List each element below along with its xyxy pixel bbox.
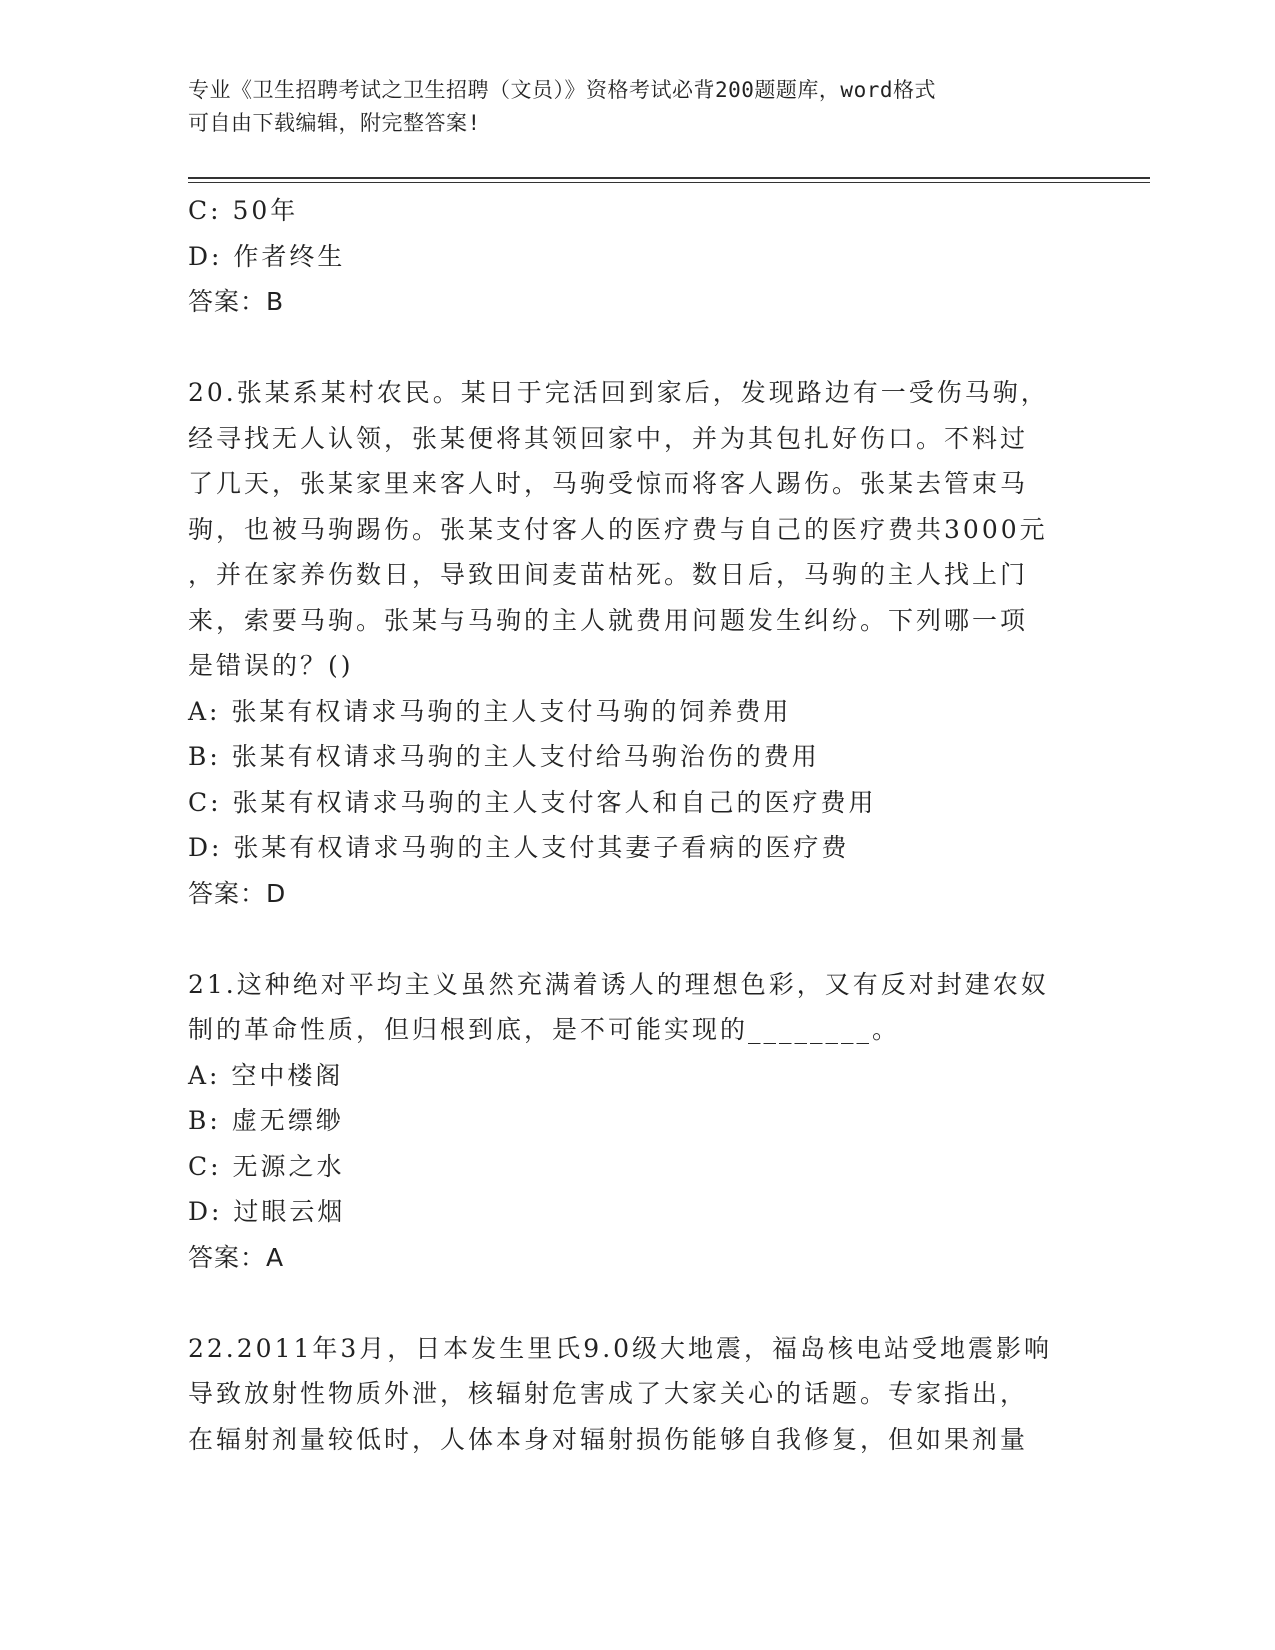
option-c: C: 无源之水 [188,1151,345,1181]
answer-line: 答案：D [188,878,287,908]
question-stem-line: 驹，也被马驹踢伤。张某支付客人的医疗费与自己的医疗费共3000元 [188,514,1048,544]
question-stem-line: 20.张某系某村农民。某日于完活回到家后，发现路边有一受伤马驹， [188,378,1049,407]
document-header [188,74,1088,140]
header-divider-thick [188,177,1150,179]
document-body [188,188,1088,1462]
option-d: D: 张某有权请求马驹的主人支付其妻子看病的医疗费 [188,833,850,862]
question-20 [188,370,1088,916]
answer-line: 答案：B [188,287,285,316]
question-stem-line: 在辐射剂量较低时，人体本身对辐射损伤能够自我修复，但如果剂量 [188,1424,1029,1454]
header-title-line-1: 专业《卫生招聘考试之卫生招聘（文员）》资格考试必背200题题库，word格式 [188,78,936,102]
option-d: D: 过眼云烟 [188,1197,346,1226]
question-stem-line: 22.2011年3月，日本发生里氏9.0级大地震，福岛核电站受地震影响 [188,1333,1053,1363]
option-d: D: 作者终生 [188,241,346,271]
answer-line: 答案：A [188,1242,285,1272]
question-stem-line: 经寻找无人认领，张某便将其领回家中，并为其包扎好伤口。不料过 [188,423,1029,453]
option-c: C: 50年 [188,196,299,225]
option-b: B: 虚无缥缈 [188,1106,344,1135]
option-c: C: 张某有权请求马驹的主人支付客人和自己的医疗费用 [188,787,877,817]
question-22 [188,1326,1088,1463]
question-stem-line: 导致放射性物质外泄，核辐射危害成了大家关心的话题。专家指出， [188,1379,1029,1408]
question-19-tail [188,188,1088,325]
question-stem-line: 了几天，张某家里来客人时，马驹受惊而将客人踢伤。张某去管束马 [188,469,1029,498]
question-stem-line: 制的革命性质，但归根到底，是不可能实现的________。 [188,1015,901,1044]
question-stem-line: 是错误的？() [188,651,354,680]
question-stem-line: 21.这种绝对平均主义虽然充满着诱人的理想色彩，又有反对封建农奴 [188,969,1049,999]
header-divider-thin [188,182,1150,183]
question-stem-line: ，并在家养伤数日，导致田间麦苗枯死。数日后，马驹的主人找上门 [188,560,1029,589]
header-title-line-2: 可自由下载编辑，附完整答案! [188,111,481,135]
question-21 [188,962,1088,1281]
option-a: A: 空中楼阁 [188,1060,344,1090]
option-a: A: 张某有权请求马驹的主人支付马驹的饲养费用 [188,696,792,726]
question-stem-line: 来，索要马驹。张某与马驹的主人就费用问题发生纠纷。下列哪一项 [188,605,1029,635]
option-b: B: 张某有权请求马驹的主人支付给马驹治伤的费用 [188,742,820,771]
